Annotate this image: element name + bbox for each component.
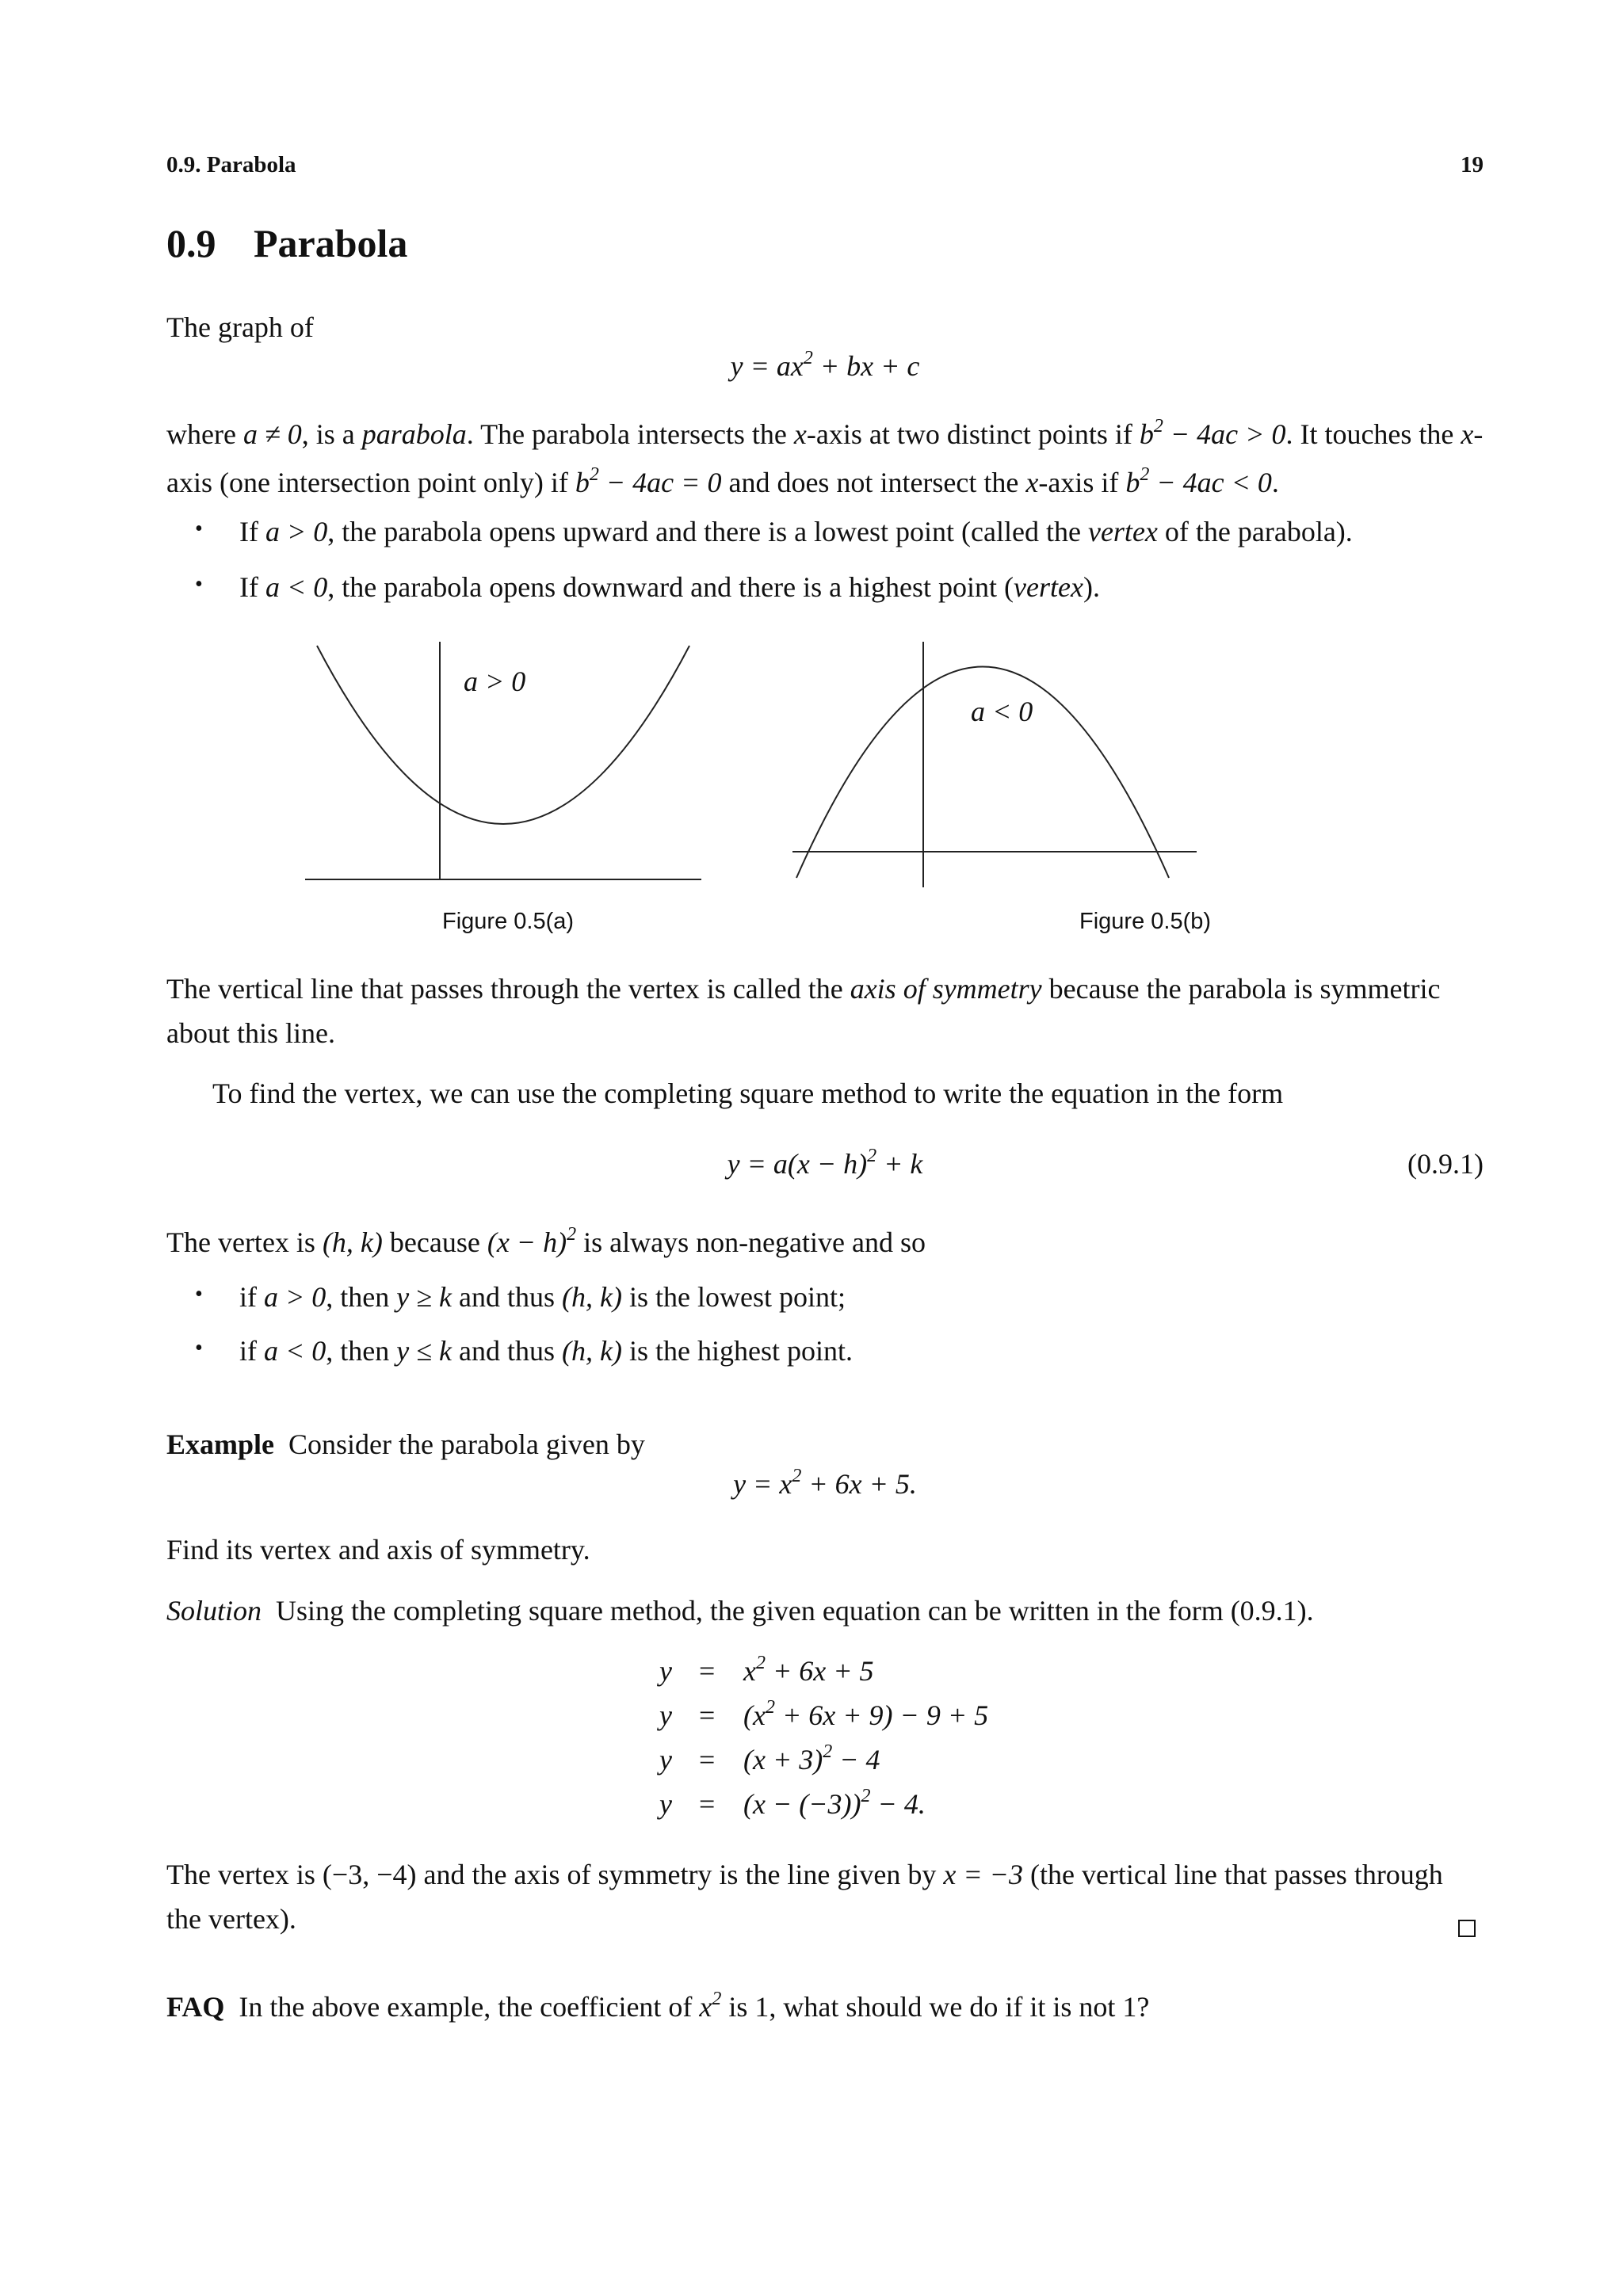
running-head bbox=[166, 152, 1484, 178]
bullet-dot-icon: • bbox=[195, 1336, 203, 1360]
derivation-row: y = $(x + 3)^2 - 4$ bbox=[659, 1741, 880, 1775]
solution-paragraph: Solution Using the completing square method, the given equation can be written in the form (0.9.1). bbox=[166, 1595, 1314, 1627]
solution-label: Solution bbox=[166, 1595, 262, 1627]
faq-paragraph: FAQ In the above example, the coefficient of $x^2$ is 1, what should we do if it is not 1? bbox=[166, 1989, 1150, 2023]
paragraph-vertex: To find the vertex, we can use the completing square method to write the equation in the form bbox=[212, 1077, 1284, 1109]
derivation-row: y = $(x - (-3))^2 - 4$. bbox=[659, 1786, 926, 1820]
paragraph-where: where a ≠ 0, is a parabola. The parabola intersects the x-axis at two distinct points if $b^2 - 4ac > 0$. It touches the x-axis (one intersection point only) if $b^2 - 4ac = 0$ and does not intersect the x-axis if $b^2 - 4ac < 0$. bbox=[166, 416, 1484, 498]
section-title-text: Parabola bbox=[254, 221, 408, 265]
equation-vertex-form: $y = a(x - h)^2 + k$ (0.9.1) bbox=[727, 1146, 1484, 1180]
example-equation: $y = x^2 + 6x + 5$. bbox=[733, 1466, 917, 1500]
page: 0.9. Parabola 19 0.9 Parabola The graph of $y = ax^2$ + bx + c where a ≠ 0, is a parabola. The parabola intersects the x-axis at two distinct points if $b^2 - 4ac > 0$. It touches the x-axis (one intersection point only) if $b^2 - 4ac = 0$ and does not intersect the x-axis if $b^2 - 4ac < 0$. • If a > 0, the parabola opens upward and there is a lowest point (called the vertex of the parabola). • If a < 0, the parabola opens downward and there is a highest point (vertex). a > 0 Figure 0.5(a) a < 0 Figure 0.5(b) The vertical line that passes through the vertex is called the axis of symmetry because the parabola is symmetric about this line. To find the vertex, we can use the completing square method to write the equation in the form $y = a(x - h)^2 + k$ (0.9.1) The vertex is (h, k) because $(x - h)^2$ is always non-negative and so • if a > 0, then y ≥ k and thus (h, k) is the lowest point; • if a < 0, then y ≤ k and thus (h, k) is the highest point. Example Consider the parabola given by $y = x^2 + 6x + 5$. Find its vertex and axis of symmetry. Solution Using the completing square method, the given equation can be written in the form (0.9.1). y = $x^2 + 6x + 5$ y = $(x^2 + 6x + 9) - 9 + 5$ y = $(x + 3)^2 - 4$ y = $(x - (-3))^2 - 4$. The vertex is (−3, −4) and the axis of symmetry is the line given by x = −3 (the vertical line that passes through the vertex). FAQ In the above example, the coefficient of $x^2$ is 1, what should we do if it is not 1? bbox=[166, 0, 1484, 2296]
equation-general: $y = ax^2$ + bx + c bbox=[730, 348, 920, 382]
faq-label: FAQ bbox=[166, 1991, 225, 2023]
figure-b-caption: Figure 0.5(b) bbox=[1079, 909, 1212, 934]
bullet-dot-icon: • bbox=[195, 572, 203, 597]
intro-text: The graph of bbox=[166, 311, 314, 343]
figure-downward-parabola bbox=[777, 626, 1379, 887]
figure-b-label: a < 0 bbox=[971, 696, 1033, 727]
paragraph-axis: The vertical line that passes through the vertex is called the axis of symmetry because the parabola is symmetric about this line. bbox=[166, 973, 1441, 1049]
conclusion-paragraph: The vertex is (−3, −4) and the axis of symmetry is the line given by x = −3 (the vertical line that passes through the vertex). bbox=[166, 1859, 1443, 1935]
page-number: 19 bbox=[1461, 152, 1484, 177]
figure-a-caption: Figure 0.5(a) bbox=[442, 909, 575, 934]
derivation-row: y = $(x^2 + 6x + 9) - 9 + 5$ bbox=[659, 1697, 989, 1731]
figure-a-label: a > 0 bbox=[464, 666, 526, 697]
bullet-dot-icon: • bbox=[195, 1282, 203, 1306]
example-paragraph: Example Consider the parabola given by bbox=[166, 1428, 645, 1460]
bullet-dot-icon: • bbox=[195, 517, 203, 541]
section-title bbox=[166, 220, 407, 266]
example-label: Example bbox=[166, 1428, 275, 1460]
equation-number: (0.9.1) bbox=[1407, 1148, 1484, 1180]
derivation-row: y = $x^2 + 6x + 5$ bbox=[659, 1653, 874, 1687]
section-number: 0.9 bbox=[166, 221, 216, 265]
find-text: Find its vertex and axis of symmetry. bbox=[166, 1534, 590, 1566]
qed-square-icon bbox=[1458, 1920, 1476, 1937]
figure-upward-parabola bbox=[166, 626, 737, 887]
vertex-statement: The vertex is (h, k) because $(x - h)^2$ is always non-negative and so bbox=[166, 1224, 926, 1258]
running-head-section: 0.9. Parabola bbox=[166, 152, 296, 177]
